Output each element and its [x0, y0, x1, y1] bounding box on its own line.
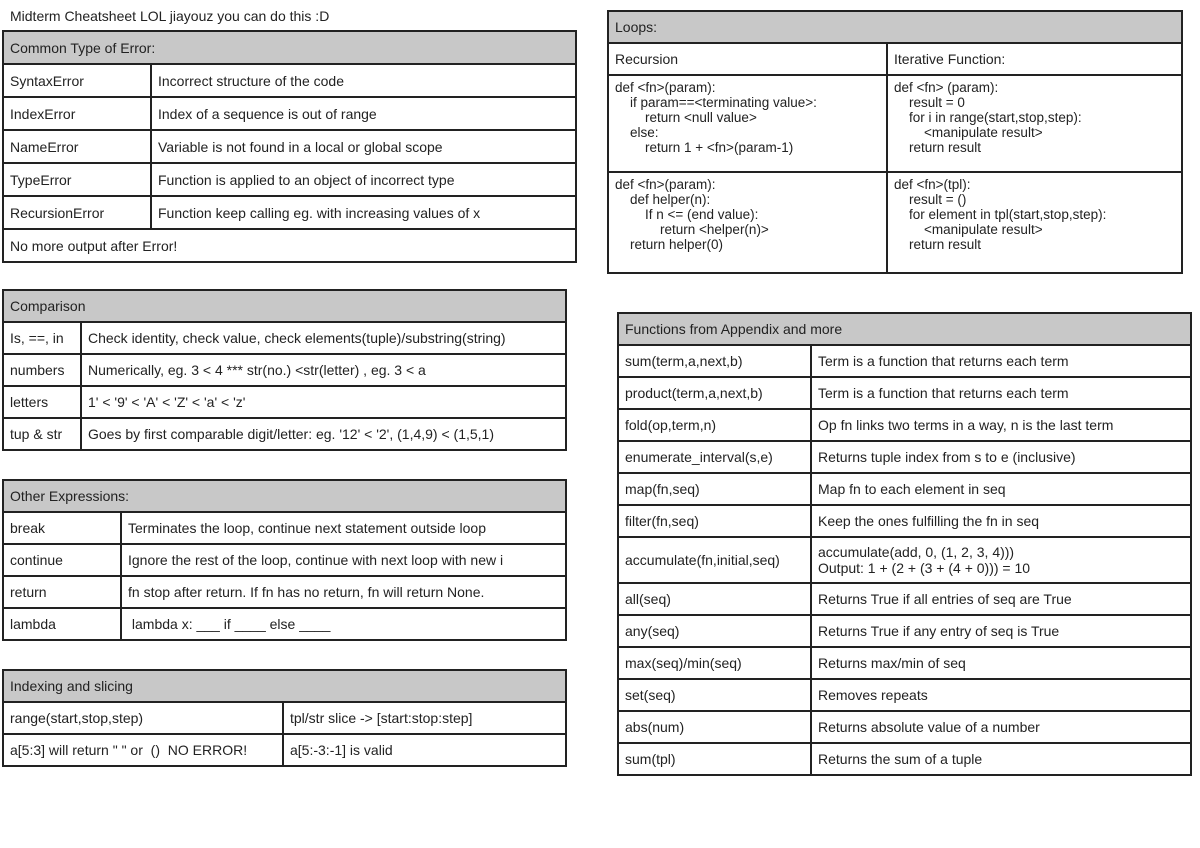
- expression-keyword: continue: [3, 544, 121, 576]
- error-name: NameError: [3, 130, 151, 163]
- expression-desc: lambda x: ___ if ____ else ____: [121, 608, 566, 640]
- table-row: [618, 743, 1191, 775]
- expression-desc: fn stop after return. If fn has no return, fn will return None.: [121, 576, 566, 608]
- indexing-right: a[5:-3:-1] is valid: [283, 734, 566, 766]
- table-header-row: [3, 480, 566, 512]
- table-row: [3, 322, 566, 354]
- table-row: [3, 64, 576, 97]
- comparison-table: [2, 289, 567, 451]
- table-row: [618, 537, 1191, 583]
- table-header-row: [618, 313, 1191, 345]
- table-row: [618, 377, 1191, 409]
- errors-header: Common Type of Error:: [3, 31, 576, 64]
- indexing-left: a[5:3] will return " " or () NO ERROR!: [3, 734, 283, 766]
- error-desc: Incorrect structure of the code: [151, 64, 576, 97]
- table-row: [608, 43, 1182, 75]
- comparison-op: letters: [3, 386, 81, 418]
- table-row: [3, 354, 566, 386]
- comparison-op: numbers: [3, 354, 81, 386]
- comparison-desc: Numerically, eg. 3 < 4 *** str(no.) <str(letter) , eg. 3 < a: [81, 354, 566, 386]
- table-row: [3, 130, 576, 163]
- table-row: [3, 229, 576, 262]
- table-header-row: [3, 670, 566, 702]
- table-row: [3, 386, 566, 418]
- error-name: TypeError: [3, 163, 151, 196]
- function-desc: Map fn to each element in seq: [811, 473, 1191, 505]
- error-desc: Index of a sequence is out of range: [151, 97, 576, 130]
- error-name: SyntaxError: [3, 64, 151, 97]
- function-desc: accumulate(add, 0, (1, 2, 3, 4))) Output: 1 + (2 + (3 + (4 + 0))) = 10: [811, 537, 1191, 583]
- errors-footer: No more output after Error!: [3, 229, 576, 262]
- table-row: [618, 441, 1191, 473]
- table-row: [608, 172, 1182, 273]
- function-name: all(seq): [618, 583, 811, 615]
- loops-col-recursion: Recursion: [608, 43, 887, 75]
- functions-header: Functions from Appendix and more: [618, 313, 1191, 345]
- comparison-op: Is, ==, in: [3, 322, 81, 354]
- function-name: set(seq): [618, 679, 811, 711]
- function-desc: Op fn links two terms in a way, n is the last term: [811, 409, 1191, 441]
- loops-table: [607, 10, 1183, 274]
- table-header-row: [608, 11, 1182, 43]
- function-name: sum(tpl): [618, 743, 811, 775]
- comparison-desc: Check identity, check value, check elements(tuple)/substring(string): [81, 322, 566, 354]
- table-row: [3, 576, 566, 608]
- function-desc: Returns absolute value of a number: [811, 711, 1191, 743]
- error-desc: Function is applied to an object of incorrect type: [151, 163, 576, 196]
- expression-desc: Terminates the loop, continue next statement outside loop: [121, 512, 566, 544]
- expression-keyword: lambda: [3, 608, 121, 640]
- table-row: [618, 679, 1191, 711]
- table-row: [618, 711, 1191, 743]
- table-row: [3, 163, 576, 196]
- table-row: [3, 608, 566, 640]
- table-row: [3, 734, 566, 766]
- function-desc: Removes repeats: [811, 679, 1191, 711]
- table-row: [3, 196, 576, 229]
- function-desc: Term is a function that returns each term: [811, 345, 1191, 377]
- comparison-op: tup & str: [3, 418, 81, 450]
- comparison-desc: Goes by first comparable digit/letter: eg. '12' < '2', (1,4,9) < (1,5,1): [81, 418, 566, 450]
- comparison-header: Comparison: [3, 290, 566, 322]
- expression-keyword: break: [3, 512, 121, 544]
- table-row: [3, 702, 566, 734]
- function-name: fold(op,term,n): [618, 409, 811, 441]
- table-header-row: [3, 290, 566, 322]
- iterative-code: def <fn> (param): result = 0 for i in range(start,stop,step): <manipulate result> return result: [887, 75, 1182, 172]
- table-row: [618, 505, 1191, 537]
- loops-col-iterative: Iterative Function:: [887, 43, 1182, 75]
- function-name: accumulate(fn,initial,seq): [618, 537, 811, 583]
- errors-table: [2, 30, 577, 263]
- expressions-header: Other Expressions:: [3, 480, 566, 512]
- function-name: max(seq)/min(seq): [618, 647, 811, 679]
- iterative-tuple-code: def <fn>(tpl): result = () for element in tpl(start,stop,step): <manipulate result> return result: [887, 172, 1182, 273]
- table-row: [3, 97, 576, 130]
- expressions-table: [2, 479, 567, 641]
- indexing-left: range(start,stop,step): [3, 702, 283, 734]
- table-row: [3, 418, 566, 450]
- table-row: [618, 473, 1191, 505]
- indexing-header: Indexing and slicing: [3, 670, 566, 702]
- recursion-code: def <fn>(param): if param==<terminating value>: return <null value> else: return 1 + <fn>(param-1): [608, 75, 887, 172]
- table-row: [608, 75, 1182, 172]
- comparison-desc: 1' < '9' < 'A' < 'Z' < 'a' < 'z': [81, 386, 566, 418]
- expression-keyword: return: [3, 576, 121, 608]
- table-row: [3, 544, 566, 576]
- loops-header: Loops:: [608, 11, 1182, 43]
- error-desc: Variable is not found in a local or global scope: [151, 130, 576, 163]
- function-desc: Returns True if all entries of seq are True: [811, 583, 1191, 615]
- function-name: product(term,a,next,b): [618, 377, 811, 409]
- error-desc: Function keep calling eg. with increasing values of x: [151, 196, 576, 229]
- recursion-helper-code: def <fn>(param): def helper(n): If n <= (end value): return <helper(n)> return helper(0): [608, 172, 887, 273]
- function-desc: Returns True if any entry of seq is True: [811, 615, 1191, 647]
- table-row: [618, 583, 1191, 615]
- page-title: Midterm Cheatsheet LOL jiayouz you can do this :D: [10, 8, 330, 24]
- table-row: [618, 345, 1191, 377]
- function-desc: Term is a function that returns each term: [811, 377, 1191, 409]
- function-name: filter(fn,seq): [618, 505, 811, 537]
- function-name: sum(term,a,next,b): [618, 345, 811, 377]
- function-name: any(seq): [618, 615, 811, 647]
- table-row: [618, 647, 1191, 679]
- function-desc: Returns the sum of a tuple: [811, 743, 1191, 775]
- function-name: map(fn,seq): [618, 473, 811, 505]
- indexing-right: tpl/str slice -> [start:stop:step]: [283, 702, 566, 734]
- error-name: IndexError: [3, 97, 151, 130]
- expression-desc: Ignore the rest of the loop, continue with next loop with new i: [121, 544, 566, 576]
- error-name: RecursionError: [3, 196, 151, 229]
- table-header-row: [3, 31, 576, 64]
- indexing-table: [2, 669, 567, 767]
- table-row: [618, 409, 1191, 441]
- table-row: [618, 615, 1191, 647]
- function-name: enumerate_interval(s,e): [618, 441, 811, 473]
- functions-table: [617, 312, 1192, 776]
- table-row: [3, 512, 566, 544]
- function-desc: Keep the ones fulfilling the fn in seq: [811, 505, 1191, 537]
- function-name: abs(num): [618, 711, 811, 743]
- function-desc: Returns tuple index from s to e (inclusive): [811, 441, 1191, 473]
- function-desc: Returns max/min of seq: [811, 647, 1191, 679]
